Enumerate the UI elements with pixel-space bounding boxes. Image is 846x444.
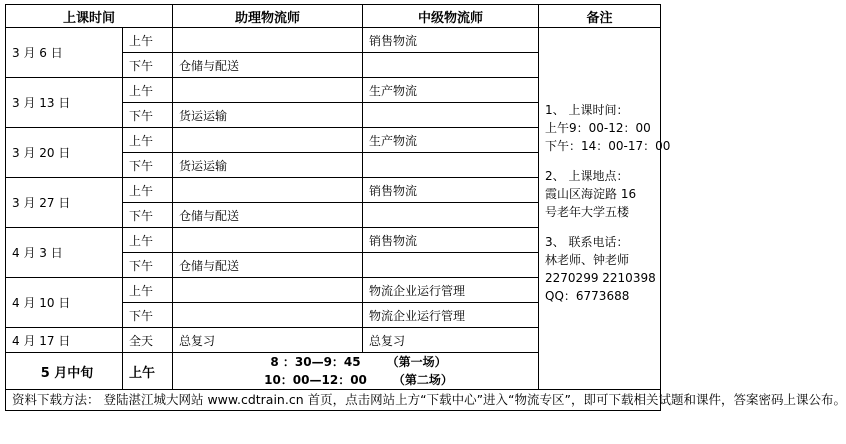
schedule-table: [5, 4, 846, 411]
assistant-course: [173, 128, 363, 153]
exam-session-1-time: 8 ：30—9：45: [270, 355, 361, 369]
intermediate-course: 物流企业运行管理: [363, 278, 539, 303]
exam-session-1: [179, 353, 538, 371]
assistant-course: [173, 28, 363, 53]
intermediate-course: 生产物流: [363, 78, 539, 103]
intermediate-course: 总复习: [363, 328, 539, 353]
intermediate-course: 物流企业运行管理: [363, 303, 539, 328]
assistant-course: 仓储与配送: [173, 203, 363, 228]
session-date: 4 月 3 日: [6, 228, 123, 278]
notes-time-heading: 1、 上课时间：: [545, 102, 629, 117]
download-instructions: 资料下载方法： 登陆湛江城大网站 www.cdtrain.cn 首页，点击网站上方“下载中心”进入“物流专区”，即可下载相关试题和课件，答案密码上课公布。: [6, 390, 661, 411]
assistant-course: 货运运输: [173, 153, 363, 178]
notes-contact-phones: 2270299 2210398: [545, 270, 656, 285]
notes-contact-qq: QQ：6773688: [545, 288, 630, 303]
assistant-course: [173, 78, 363, 103]
assistant-course: 总复习: [173, 328, 363, 353]
session-half: 上午: [123, 78, 173, 103]
notes-location-line2: 号老年大学五楼: [545, 204, 630, 219]
exam-session-2-label: （第二场）: [392, 373, 453, 387]
intermediate-course: [363, 53, 539, 78]
session-half: 上午: [123, 28, 173, 53]
notes-time-am: 上午9：00-12：00: [545, 120, 651, 135]
session-half: 下午: [123, 103, 173, 128]
notes-time: [545, 101, 671, 155]
header-row: [6, 5, 661, 28]
assistant-course: 仓储与配送: [173, 253, 363, 278]
session-date: 3 月 27 日: [6, 178, 123, 228]
header-intermediate: 中级物流师: [363, 5, 539, 28]
exam-session-2-time: 10：00—12：00: [264, 373, 367, 387]
exam-half: 上午: [123, 353, 173, 390]
session-date: 4 月 17 日: [6, 328, 123, 353]
notes-location-line1: 霞山区海淀路 16: [545, 186, 637, 201]
session-half: 下午: [123, 153, 173, 178]
session-date: 3 月 20 日: [6, 128, 123, 178]
header-assistant: 助理物流师: [173, 5, 363, 28]
intermediate-course: [363, 153, 539, 178]
session-half: 下午: [123, 253, 173, 278]
assistant-course: [173, 278, 363, 303]
assistant-course: 仓储与配送: [173, 53, 363, 78]
session-half: 上午: [123, 228, 173, 253]
intermediate-course: [363, 203, 539, 228]
session-half: 上午: [123, 178, 173, 203]
session-date: 3 月 6 日: [6, 28, 123, 78]
session-half: 下午: [123, 303, 173, 328]
schedule-sheet: [5, 4, 846, 411]
schedule-row: [6, 28, 661, 53]
intermediate-course: [363, 253, 539, 278]
exam-session-1-label: （第一场）: [386, 355, 447, 369]
exam-times: [173, 353, 539, 390]
notes-location-heading: 2、 上课地点：: [545, 168, 629, 183]
header-time: 上课时间: [6, 5, 173, 28]
exam-session-2: [179, 371, 538, 389]
header-notes: 备注: [539, 5, 661, 28]
intermediate-course: 销售物流: [363, 28, 539, 53]
session-half: 下午: [123, 203, 173, 228]
session-half: 上午: [123, 278, 173, 303]
notes-time-pm: 下午：14：00-17：00: [545, 138, 671, 153]
notes-contact: [545, 233, 660, 305]
session-half: 全天: [123, 328, 173, 353]
session-half: 上午: [123, 128, 173, 153]
assistant-course: 货运运输: [173, 103, 363, 128]
assistant-course: [173, 303, 363, 328]
intermediate-course: [363, 103, 539, 128]
notes-contact-names: 林老师、钟老师: [545, 252, 630, 267]
session-date: 3 月 13 日: [6, 78, 123, 128]
session-date: 4 月 10 日: [6, 278, 123, 328]
assistant-course: [173, 178, 363, 203]
intermediate-course: 生产物流: [363, 128, 539, 153]
intermediate-course: 销售物流: [363, 228, 539, 253]
footer-row: [6, 390, 661, 411]
notes-contact-heading: 3、 联系电话：: [545, 234, 629, 249]
notes-cell: [539, 28, 671, 390]
assistant-course: [173, 228, 363, 253]
intermediate-course: 销售物流: [363, 178, 539, 203]
exam-date: 5 月中旬: [6, 353, 123, 390]
notes-location: [545, 167, 660, 221]
session-half: 下午: [123, 53, 173, 78]
